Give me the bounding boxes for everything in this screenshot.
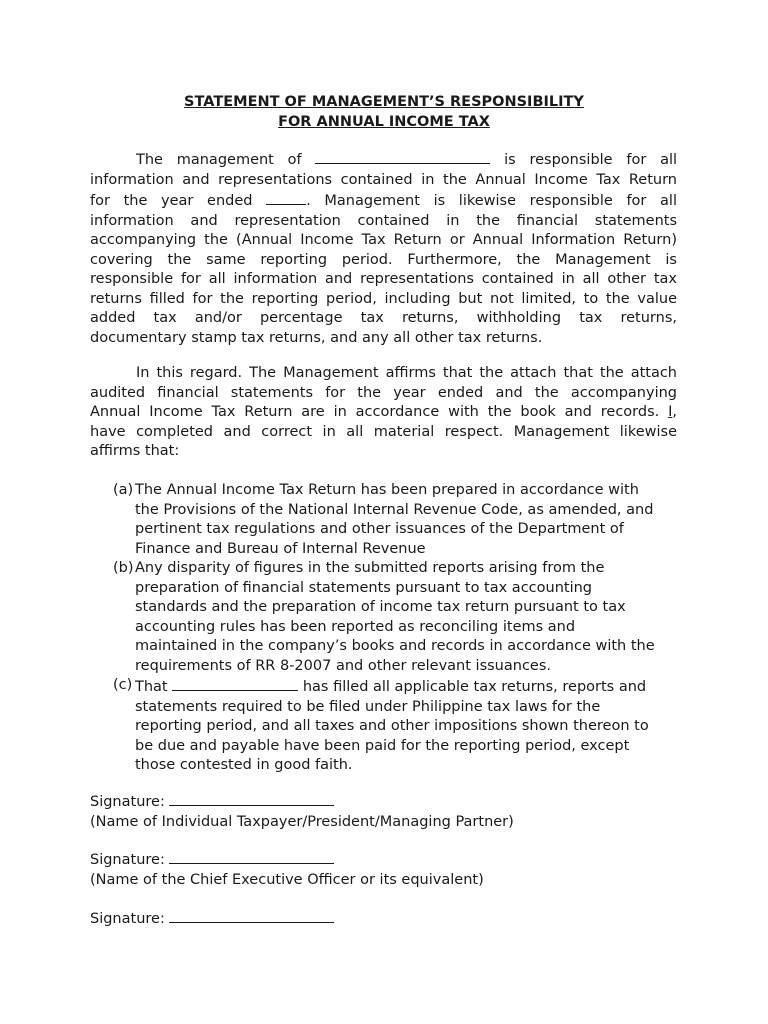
- list-item-line: preparation of financial statements pursuant to tax accounting: [135, 579, 592, 596]
- paragraph-line: affirms that:: [90, 443, 180, 459]
- list-item-label: (b): [113, 560, 134, 576]
- paragraph-line: Annual Income Tax Return are in accordance with the book and records. I,: [90, 404, 677, 420]
- list-item-line: those contested in good faith.: [135, 757, 353, 773]
- paragraph-line: responsible for all information and representations contained in all other tax: [90, 271, 677, 287]
- paragraph-line: information and representation contained in the financial statements: [90, 212, 677, 229]
- list-item: [113, 676, 683, 776]
- signature-caption: (Name of Individual Taxpayer/President/Managing Partner): [90, 813, 514, 830]
- signature-block-1: [90, 791, 514, 832]
- paragraph-line: information and representations contained in the Annual Income Tax Return: [90, 171, 677, 188]
- signature-block-2: [90, 849, 484, 890]
- title-line-1: STATEMENT OF MANAGEMENT’S RESPONSIBILITY: [184, 94, 584, 110]
- paragraph-line: added tax and/or percentage tax returns, withholding tax returns,: [90, 310, 677, 326]
- list-item-line: That has filled all applicable tax returns, reports and: [135, 676, 683, 698]
- list-item-line: statements required to be filed under Philippine tax laws for the: [135, 698, 601, 715]
- paragraph-1: [90, 149, 677, 348]
- list-item: [113, 481, 683, 559]
- list-item-line: be due and payable have been paid for the reporting period, except: [135, 737, 630, 754]
- paragraph-line: The management of is responsible for all: [90, 149, 677, 171]
- signature-line: [169, 849, 334, 864]
- signature-block-3: [90, 908, 334, 930]
- paragraph-line: have completed and correct in all material respect. Management likewise: [90, 423, 677, 440]
- paragraph-line: for the year ended . Management is likewise responsible for all: [90, 190, 677, 212]
- signature-row: Signature:: [90, 849, 484, 871]
- company-name-blank: [315, 149, 490, 164]
- list-item-line: Finance and Bureau of Internal Revenue: [135, 540, 426, 557]
- paragraph-line: returns filled for the reporting period, including but not limited, to the value: [90, 290, 677, 307]
- taxpayer-name-blank: [172, 676, 298, 691]
- list-item-line: accounting rules has been reported as reconciling items and: [135, 618, 576, 635]
- signature-line: [169, 908, 334, 923]
- paragraph-line: covering the same reporting period. Furthermore, the Management is: [90, 251, 677, 268]
- signature-caption: (Name of the Chief Executive Officer or its equivalent): [90, 871, 484, 888]
- list-item-label: (a): [113, 482, 134, 498]
- list-item-line: requirements of RR 8-2007 and other relevant issuances.: [135, 657, 551, 674]
- paragraph-line: accompanying the (Annual Income Tax Return or Annual Information Return): [90, 232, 677, 248]
- list-item-line: The Annual Income Tax Return has been prepared in accordance with: [135, 482, 639, 498]
- affirmation-list: [113, 481, 683, 776]
- list-item-line: pertinent tax regulations and other issuances of the Department of: [135, 521, 624, 537]
- year-ended-blank: [266, 190, 306, 205]
- list-item-line: the Provisions of the National Internal Revenue Code, as amended, and: [135, 501, 654, 518]
- document-title: [0, 93, 768, 132]
- paragraph-line: documentary stamp tax returns, and any all other tax returns.: [90, 329, 543, 346]
- signature-row: Signature:: [90, 791, 514, 813]
- signature-line: [169, 791, 334, 806]
- list-item: [113, 559, 683, 676]
- title-line-2: FOR ANNUAL INCOME TAX: [278, 113, 490, 130]
- list-item-line: Any disparity of figures in the submitted reports arising from the: [135, 560, 605, 576]
- list-item-line: reporting period, and all taxes and other impositions shown thereon to: [135, 718, 649, 734]
- signature-row: Signature:: [90, 908, 334, 930]
- paragraph-line: audited financial statements for the year ended and the accompanying: [90, 384, 677, 401]
- list-item-line: standards and the preparation of income tax return pursuant to tax: [135, 599, 626, 615]
- list-item-label: (c): [113, 677, 133, 693]
- paragraph-line: In this regard. The Management affirms that the attach that the attach: [136, 365, 677, 381]
- paragraph-2: [90, 364, 677, 462]
- list-item-line: maintained in the company’s books and records in accordance with the: [135, 638, 655, 654]
